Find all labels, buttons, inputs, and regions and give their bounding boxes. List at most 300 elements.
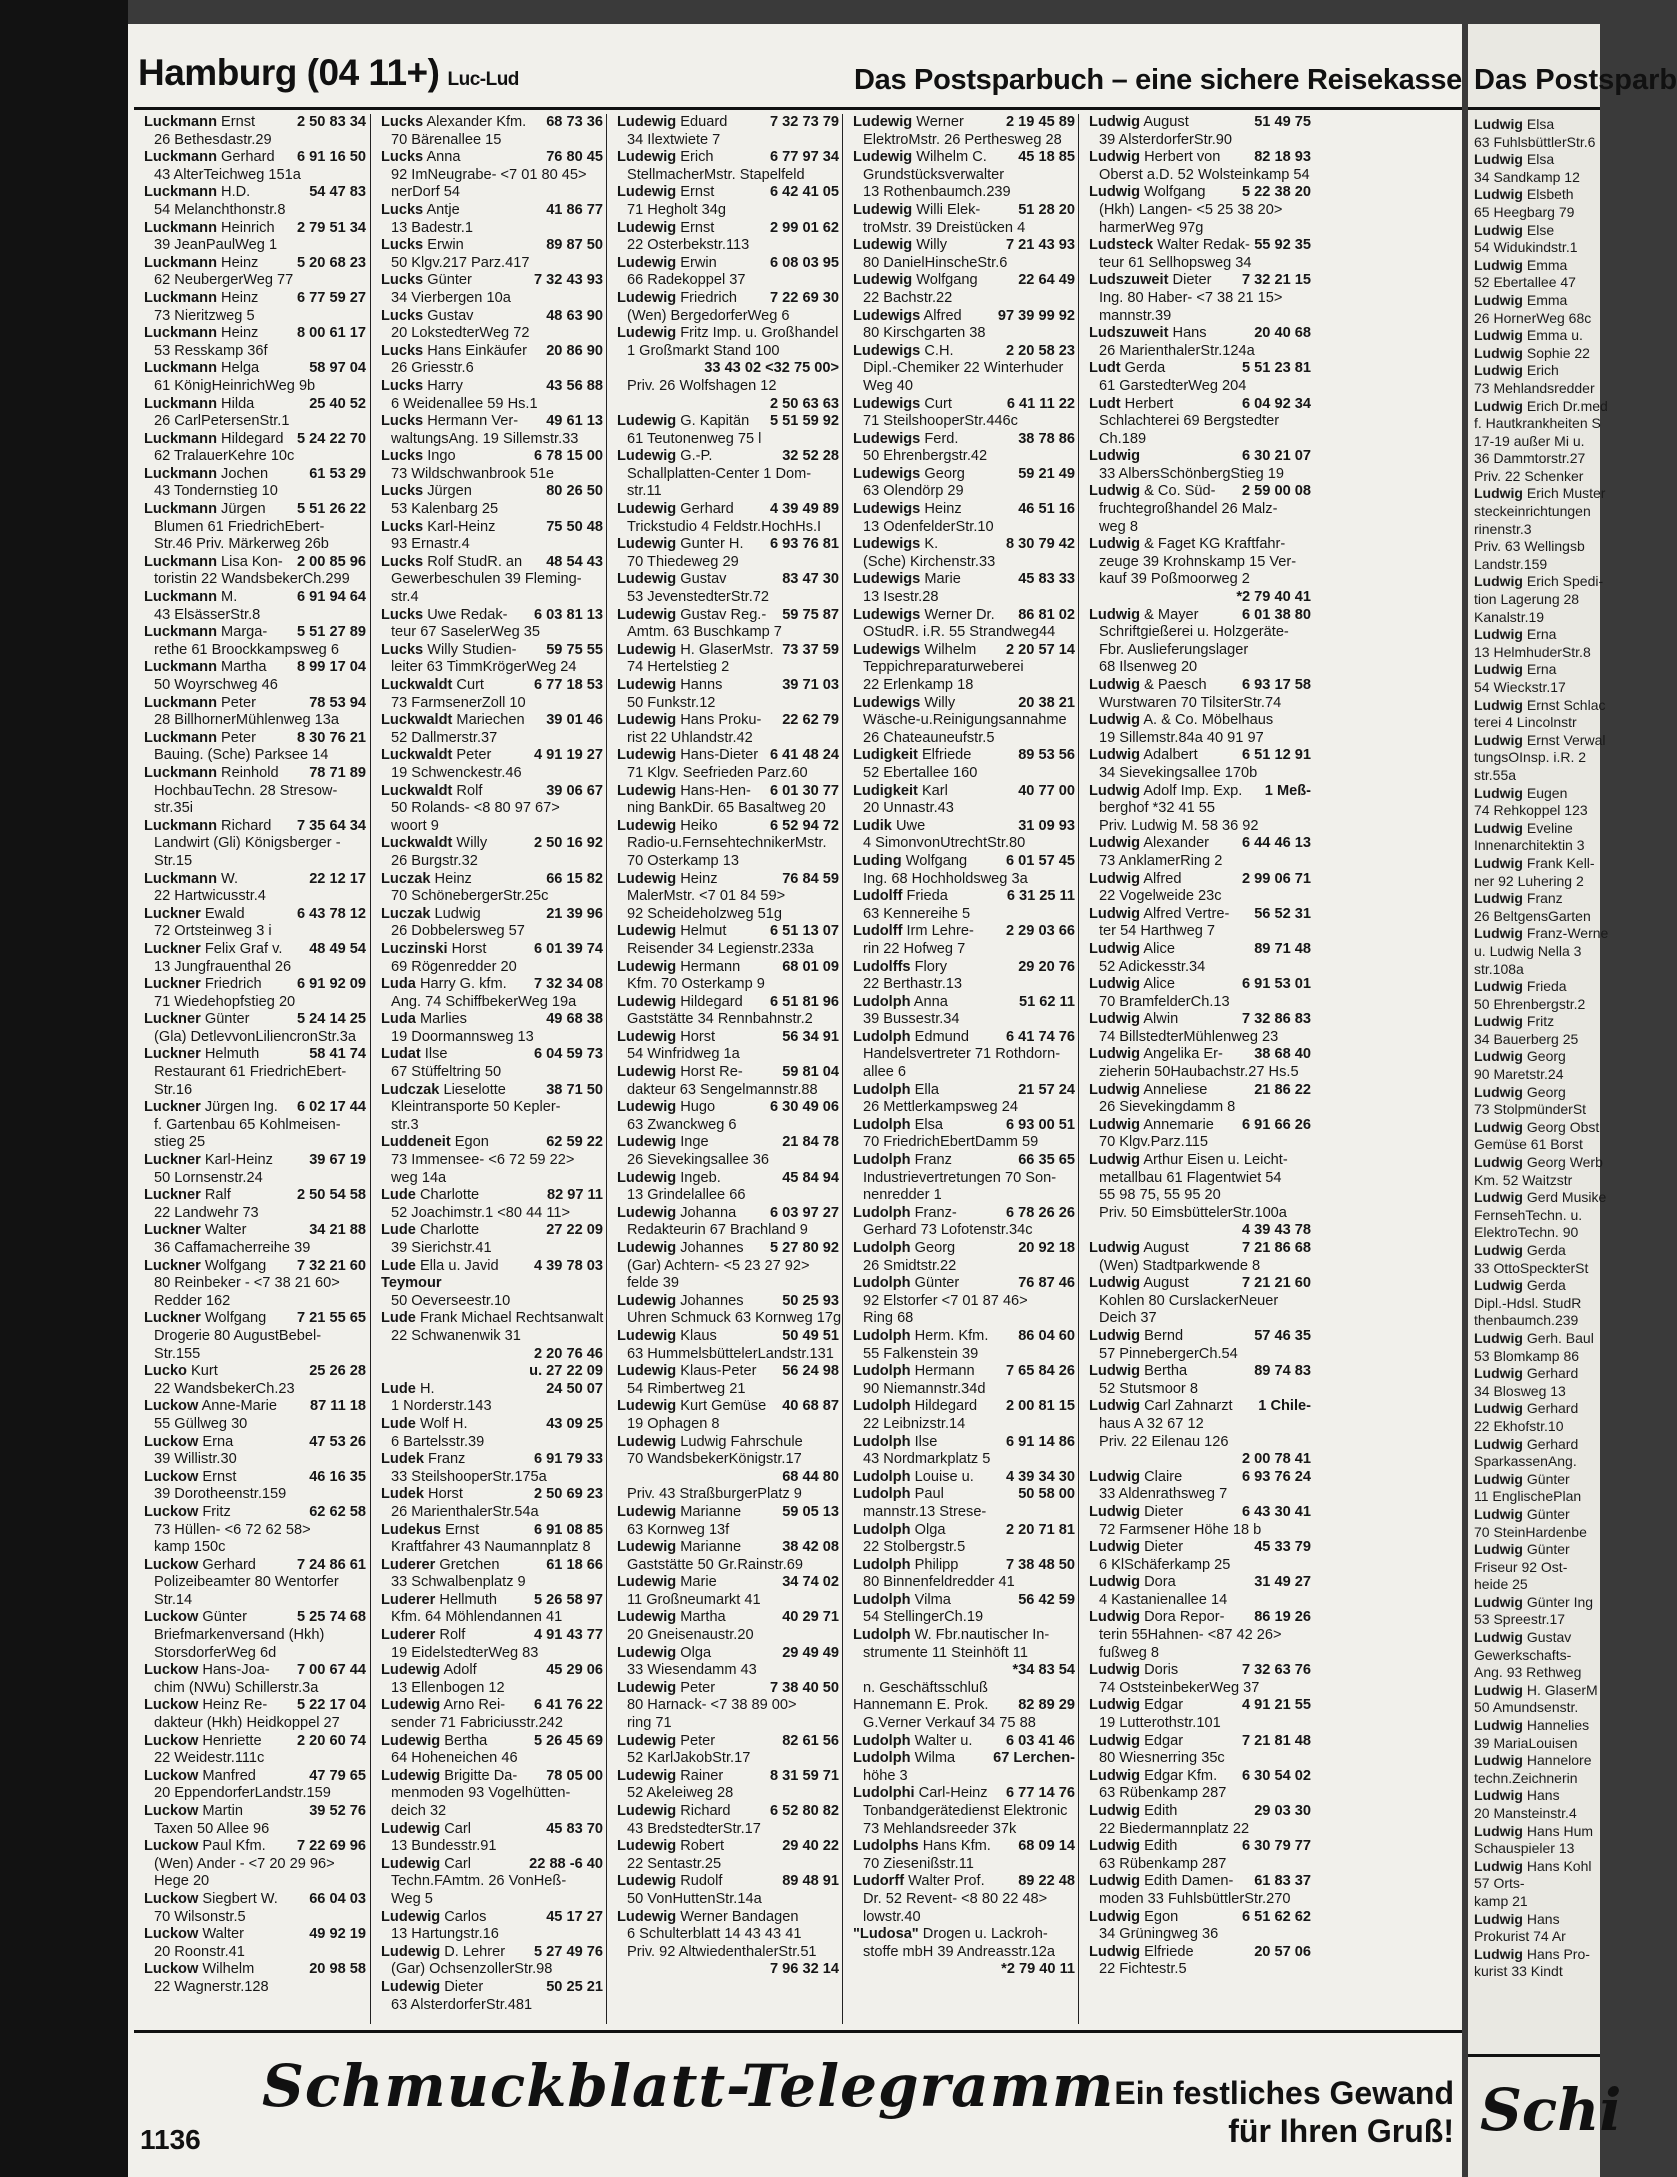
entry-address-line: 52 Joachimstr.1 <80 44 11> xyxy=(391,1204,571,1221)
entry-given-name: Hans Proku- xyxy=(680,712,762,729)
entry-surname: Ludwig xyxy=(1089,536,1141,553)
entry-phone: 27 22 09 xyxy=(543,1222,603,1240)
name-range: Luc-Lud xyxy=(447,69,519,90)
listing-entry xyxy=(607,1293,841,1328)
entry-address-line: Reisender 34 Legienstr.233a xyxy=(627,940,814,957)
entry-given-name: Hilda xyxy=(221,395,255,412)
entry-given-name: Anneliese xyxy=(1143,1081,1208,1098)
entry-address-line: Ch.189 xyxy=(1099,430,1147,447)
entry-phone: 2 50 16 92 xyxy=(531,835,603,853)
listing-entry xyxy=(134,396,368,431)
entry-address-line: Weg 40 xyxy=(863,377,914,394)
entry-address-line: 13 Rothenbaumch.239 xyxy=(863,184,1011,201)
listing-entry xyxy=(1079,871,1313,906)
listing-entry xyxy=(607,396,841,414)
listing-entry xyxy=(1079,149,1313,184)
adjacent-listing-line: heide 25 xyxy=(1474,1576,1528,1593)
adjacent-surname: Ludwig xyxy=(1474,890,1523,907)
entry-address-line: Deich 37 xyxy=(1099,1310,1157,1327)
entry-surname: Ludolph xyxy=(853,1028,911,1045)
entry-surname: Ludwig xyxy=(1089,1697,1141,1714)
listing-entry xyxy=(371,1346,605,1364)
entry-given-name: Heinz xyxy=(221,289,259,306)
entry-phone: 6 77 18 53 xyxy=(531,677,603,695)
entry-phone: 86 81 02 xyxy=(1015,607,1075,625)
listing-entry xyxy=(371,1134,605,1187)
listing-entry xyxy=(134,149,368,184)
entry-given-name: Ernst xyxy=(445,1521,480,1538)
adjacent-listing-line: Ludwig Emma u. xyxy=(1474,327,1583,344)
entry-phone: 45 84 94 xyxy=(779,1170,839,1188)
entry-surname: Ludwig xyxy=(1089,1767,1141,1784)
adjacent-surname: Ludwig xyxy=(1474,1629,1523,1646)
entry-address-line: Drogerie 80 AugustBebel- xyxy=(154,1327,322,1344)
adjacent-listing-line: Ludwig Erich Spedi- xyxy=(1474,573,1604,590)
listing-entry xyxy=(843,202,1077,237)
entry-phone: 2 99 06 71 xyxy=(1239,871,1311,889)
adjacent-surname: Ludwig xyxy=(1474,1681,1523,1698)
entry-surname: Ludek xyxy=(381,1451,424,1468)
entry-surname: Luckner xyxy=(144,1257,201,1274)
entry-address-line: 93 Ernastr.4 xyxy=(391,536,470,553)
entry-given-name: Robert xyxy=(680,1838,725,1855)
entry-address-line: 55 Falkenstein 39 xyxy=(863,1345,979,1362)
entry-given-name: Erich xyxy=(680,149,714,166)
entry-given-name: Antje xyxy=(426,201,460,218)
entry-given-name: Rainer xyxy=(680,1767,724,1784)
entry-phone: 31 49 27 xyxy=(1251,1574,1311,1592)
entry-surname: Ludwig xyxy=(1089,1011,1141,1028)
entry-given-name: W. Fbr.nautischer In- xyxy=(914,1627,1050,1644)
adjacent-listing-line: Ludwig Gerh. Baul xyxy=(1474,1329,1594,1346)
entry-surname: Luckner xyxy=(144,1152,201,1169)
listing-entry xyxy=(371,1363,605,1381)
entry-given-name: Edith xyxy=(1144,1803,1178,1819)
entry-address-line: 26 CarlPetersenStr.1 xyxy=(154,413,290,430)
adjacent-listing-line: 22 Ekhofstr.10 xyxy=(1474,1417,1564,1434)
entry-phone: 20 98 58 xyxy=(306,1961,366,1979)
entry-phone: 68 09 14 xyxy=(1015,1838,1075,1856)
entry-surname: Luckner xyxy=(144,1011,201,1028)
entry-surname: Luckmann xyxy=(144,817,217,834)
entry-surname: Luderer xyxy=(381,1627,436,1644)
entry-surname: Luckow xyxy=(144,1961,199,1978)
entry-given-name: Hellmuth xyxy=(439,1591,497,1608)
adjacent-listing-line: 54 Widukindstr.1 xyxy=(1474,239,1578,256)
entry-given-name: Ingeb. xyxy=(680,1169,721,1186)
entry-phone: 50 25 93 xyxy=(779,1293,839,1311)
entry-phone: 5 25 74 68 xyxy=(294,1609,366,1627)
entry-surname: Ludewigs xyxy=(853,501,921,518)
entry-given-name: Günter xyxy=(202,1609,248,1626)
entry-address-line: lowstr.40 xyxy=(863,1908,921,1925)
entry-phone: 34 21 88 xyxy=(306,1222,366,1240)
entry-surname: Lude xyxy=(381,1415,416,1432)
listing-entry xyxy=(1079,360,1313,395)
entry-address-line: 13 Badestr.1 xyxy=(391,219,473,236)
entry-given-name: & Co. Süd- xyxy=(1144,483,1216,500)
entry-address-line: dakteur 63 Sengelmannstr.88 xyxy=(627,1081,818,1098)
entry-surname: Luckmann xyxy=(144,465,217,482)
listing-entry xyxy=(134,501,368,554)
entry-address-line: 80 Reinbeker - <7 38 21 60> xyxy=(154,1275,340,1292)
entry-phone: 7 21 21 60 xyxy=(1239,1275,1311,1293)
listing-column-5 xyxy=(1078,114,1313,2024)
listing-entry xyxy=(134,976,368,1011)
entry-address-line: troMstr. 39 Dreistücken 4 xyxy=(863,219,1026,236)
adjacent-listing-line: tungsOInsp. i.R. 2 xyxy=(1474,749,1587,766)
entry-given-name: & Mayer xyxy=(1144,606,1199,623)
entry-address-line: 63 Kennereihe 5 xyxy=(863,905,971,922)
adjacent-listing-line: Ludwig Georg xyxy=(1474,1048,1566,1065)
entry-address-line: Priv. 92 AltwiedenthalerStr.51 xyxy=(627,1943,817,1960)
adjacent-listing-line: Ludwig Günter xyxy=(1474,1505,1570,1522)
entry-phone: 78 05 00 xyxy=(543,1768,603,1786)
listing-entry xyxy=(371,747,605,782)
entry-given-name: Karl-Heinz xyxy=(204,1152,273,1169)
entry-address-line: Taxen 50 Allee 96 xyxy=(154,1820,270,1837)
entry-address-line: Str.15 xyxy=(154,852,193,869)
entry-given-name: Egon xyxy=(454,1134,489,1151)
entry-address-line: Redakteurin 67 Brachland 9 xyxy=(627,1222,808,1239)
listing-entry xyxy=(843,536,1077,571)
entry-given-name: Rudolf xyxy=(680,1873,723,1890)
entry-address-line: HochbauTechn. 28 Stresow- xyxy=(154,782,338,799)
listing-entry xyxy=(134,554,368,589)
entry-phone: 7 32 73 79 xyxy=(767,114,839,132)
entry-surname: Ludewig xyxy=(853,237,913,254)
entry-surname: Luckmann xyxy=(144,395,217,412)
entry-surname: Ludewig xyxy=(853,272,913,289)
entry-phone: 82 18 93 xyxy=(1251,149,1311,167)
entry-phone: 73 37 59 xyxy=(779,642,839,660)
entry-surname: Luckwaldt xyxy=(381,782,453,799)
listing-entry xyxy=(607,1363,841,1398)
entry-phone: 4 39 34 30 xyxy=(1003,1469,1075,1487)
ad-tagline-line-2: für Ihren Gruß! xyxy=(1228,2113,1454,2149)
entry-given-name: D. Lehrer xyxy=(444,1943,506,1960)
listing-entry xyxy=(134,1926,368,1961)
adjacent-listing-line: Prokurist 74 Ar xyxy=(1474,1928,1566,1945)
entry-address-line: 26 Mettlerkampsweg 24 xyxy=(863,1099,1018,1116)
entry-given-name: Philipp xyxy=(914,1556,959,1573)
listing-entry xyxy=(371,607,605,642)
entry-address-line: 55 98 75, 55 95 20 xyxy=(1099,1187,1221,1204)
entry-phone: 56 42 59 xyxy=(1015,1592,1075,1610)
entry-surname: Ludewig xyxy=(617,817,677,834)
entry-surname: Luckmann xyxy=(144,184,217,201)
entry-given-name: Paul Kfm. xyxy=(202,1838,266,1855)
entry-surname: Ludwig xyxy=(1089,1732,1141,1749)
listing-entry xyxy=(134,255,368,290)
adjacent-listing-line: Ludwig Georg Werb xyxy=(1474,1154,1603,1171)
entry-address-line: 26 Bethesdastr.29 xyxy=(154,131,272,148)
entry-given-name: Marianne xyxy=(680,1539,742,1556)
entry-surname: Ludorff xyxy=(853,1873,905,1890)
adjacent-listing-line: Ludwig Erich Muster xyxy=(1474,485,1606,502)
entry-address-line: 57 PinnebergerCh.54 xyxy=(1099,1345,1238,1362)
entry-given-name: Wilma xyxy=(914,1750,956,1767)
adjacent-listing-line: Ludwig Hans xyxy=(1474,1910,1560,1927)
adjacent-listing-line: Ludwig Günter xyxy=(1474,1470,1570,1487)
entry-surname: Ludwig xyxy=(1089,1908,1141,1925)
listing-entry xyxy=(134,871,368,906)
adjacent-listing-line: Ludwig Gerd Musike xyxy=(1474,1189,1607,1206)
adjacent-surname: Ludwig xyxy=(1474,1505,1523,1522)
entry-given-name: Friedrich xyxy=(680,289,738,306)
entry-given-name: Klaus-Peter xyxy=(680,1363,757,1380)
entry-given-name: Wolfgang xyxy=(905,852,968,869)
listing-entry xyxy=(1079,1046,1313,1081)
entry-surname: Luckmann xyxy=(144,219,217,236)
listing-entry xyxy=(371,1258,605,1276)
listing-entry xyxy=(607,149,841,184)
entry-phone: 66 04 03 xyxy=(306,1891,366,1909)
entry-surname: Lucks xyxy=(381,149,424,166)
entry-phone: 6 02 17 44 xyxy=(294,1099,366,1117)
listing-entry xyxy=(134,360,368,395)
adjacent-listing-line: tion Lagerung 28 xyxy=(1474,591,1580,608)
entry-address-line: 22 Berthastr.13 xyxy=(863,976,962,993)
entry-address-line: 39 Willistr.30 xyxy=(154,1451,237,1468)
entry-address-line: zeuge 39 Krohnskamp 15 Ver- xyxy=(1099,553,1297,570)
entry-address-line: 50 Klgv.217 Parz.417 xyxy=(391,254,530,271)
adjacent-listing-line: Ludwig Georg Obst xyxy=(1474,1118,1600,1135)
listing-entry xyxy=(843,1961,1077,1979)
listing-entry xyxy=(1079,1117,1313,1152)
entry-surname: Ludwig xyxy=(1089,1943,1141,1960)
listing-entry xyxy=(843,1486,1077,1521)
entry-given-name: Hanns xyxy=(680,677,723,693)
listing-entry xyxy=(1079,1222,1313,1240)
entry-given-name: Hannemann E. Prok. xyxy=(853,1697,989,1714)
listing-entry xyxy=(607,220,841,255)
entry-surname: Lude xyxy=(381,1310,416,1327)
adjacent-listing-line: Ludwig Eveline xyxy=(1474,819,1573,836)
entry-surname: Luckmann xyxy=(144,553,217,570)
entry-address-line: 26 Dobbelersweg 57 xyxy=(391,923,525,940)
listing-entry xyxy=(371,1011,605,1046)
entry-given-name: Peter xyxy=(680,1679,716,1696)
listing-entry xyxy=(371,554,605,607)
entry-surname: Luckwaldt xyxy=(381,835,453,852)
entry-surname: Luderer xyxy=(381,1591,436,1608)
adjacent-surname: Ludwig xyxy=(1474,1277,1523,1294)
listing-entry xyxy=(1079,1363,1313,1398)
listing-entry xyxy=(607,1064,841,1099)
listing-entry xyxy=(371,941,605,976)
listing-entry xyxy=(371,1310,605,1345)
listing-entry xyxy=(843,818,1077,853)
entry-phone: 7 35 64 34 xyxy=(294,818,366,836)
entry-address-line: Polizeibeamter 80 Wentorfer xyxy=(154,1574,339,1591)
listing-entry xyxy=(1079,1539,1313,1574)
entry-address-line: 52 Dallmerstr.37 xyxy=(391,729,498,746)
entry-surname: Ludewigs xyxy=(853,430,921,447)
adjacent-listing-line: 74 Rehkoppel 123 xyxy=(1474,802,1588,819)
entry-given-name: Heiko xyxy=(680,817,718,834)
entry-surname: Luczak xyxy=(381,870,431,887)
listing-entry xyxy=(843,1750,1077,1785)
entry-address-line: 50 Rolands- <8 80 97 67> xyxy=(391,800,560,817)
entry-surname: Luckner xyxy=(144,1187,201,1204)
entry-surname: Luckmann xyxy=(144,149,217,166)
entry-phone: 6 44 46 13 xyxy=(1239,835,1311,853)
entry-phone: 97 39 99 92 xyxy=(995,308,1075,326)
adjacent-listing-line: 57 Orts- xyxy=(1474,1875,1525,1892)
entry-address-line: 53 JevenstedterStr.72 xyxy=(627,589,769,606)
entry-phone: 21 39 96 xyxy=(543,906,603,924)
entry-phone: 21 57 24 xyxy=(1015,1082,1075,1100)
entry-phone: 1 Chile- xyxy=(1255,1398,1311,1416)
entry-surname: Ludewig xyxy=(381,1855,441,1872)
listing-entry xyxy=(1079,1469,1313,1504)
entry-phone: 82 89 29 xyxy=(1015,1697,1075,1715)
entry-surname: Ludewig xyxy=(617,1539,677,1556)
entry-given-name: Rolf xyxy=(456,782,483,799)
entry-address-line: 70 Thiedeweg 29 xyxy=(627,553,739,570)
entry-given-name: Martha xyxy=(680,1609,726,1626)
entry-address-line: 70 SchönebergerStr.25c xyxy=(391,888,549,905)
listing-entry xyxy=(607,747,841,782)
entry-address-line: 4 Kastanienallee 14 xyxy=(1099,1591,1228,1608)
entry-phone: 6 93 76 81 xyxy=(767,536,839,554)
entry-address-line: 20 LokstedterWeg 72 xyxy=(391,325,530,342)
listing-entry xyxy=(371,1592,605,1627)
entry-phone: 89 74 83 xyxy=(1251,1363,1311,1381)
entry-phone: 22 64 49 xyxy=(1015,272,1075,290)
adjacent-surname: Ludwig xyxy=(1474,221,1523,238)
entry-address-line: 22 Leibnizstr.14 xyxy=(863,1415,966,1432)
entry-phone: 2 50 83 34 xyxy=(294,114,366,132)
entry-phone: 59 05 13 xyxy=(779,1504,839,1522)
adjacent-surname: Ludwig xyxy=(1474,1717,1523,1734)
entry-given-name: Werner Dr. xyxy=(924,606,995,623)
entry-address-line: 70 Klgv.Parz.115 xyxy=(1099,1134,1208,1151)
adjacent-listing-line: techn.Zeichnerin xyxy=(1474,1769,1578,1786)
entry-phone: 59 21 49 xyxy=(1015,466,1075,484)
listing-entry xyxy=(371,1557,605,1592)
entry-address-line: 63 Rübenkamp 287 xyxy=(1099,1785,1227,1802)
entry-given-name: Carlos xyxy=(444,1908,487,1925)
entry-given-name: Peter xyxy=(680,1732,716,1749)
entry-surname: Ludewig xyxy=(617,782,677,799)
entry-address-line: 90 Niemannstr.34d xyxy=(863,1380,986,1397)
entry-phone: 6 41 48 24 xyxy=(767,747,839,765)
adjacent-surname: Ludwig xyxy=(1474,573,1523,590)
entry-given-name: Hermann xyxy=(914,1363,975,1380)
scan-left-edge xyxy=(0,0,128,2177)
listing-entry xyxy=(607,114,841,149)
entry-phone: 5 51 27 89 xyxy=(294,624,366,642)
listing-entry xyxy=(371,976,605,1011)
listing-entry xyxy=(607,1398,841,1433)
entry-surname: Ludewig xyxy=(617,1767,677,1784)
entry-surname: Ludewig xyxy=(617,1134,677,1151)
entry-surname: Luckwaldt xyxy=(381,677,453,693)
entry-phone: 7 21 43 93 xyxy=(1003,237,1075,255)
entry-address-line: 92 Scheideholzweg 51g xyxy=(627,905,782,922)
footer-rule xyxy=(134,2030,1462,2033)
entry-address-line: 52 Ebertallee 160 xyxy=(863,764,978,781)
entry-given-name: Marga- xyxy=(221,624,268,641)
entry-phone: 47 79 65 xyxy=(306,1768,366,1786)
listing-entry xyxy=(134,1891,368,1926)
adjacent-listing-line: Ludwig Frieda xyxy=(1474,978,1567,995)
adjacent-surname: Ludwig xyxy=(1474,1242,1523,1258)
entry-given-name: Wilhelm C. xyxy=(916,149,987,166)
entry-surname: Luckwaldt xyxy=(381,747,453,764)
entry-address-line: 26 MarienthalerStr.124a xyxy=(1099,342,1255,359)
adjacent-surname: Ludwig xyxy=(1474,116,1523,132)
listing-entry xyxy=(843,237,1077,272)
adjacent-surname: Ludwig xyxy=(1474,397,1523,414)
adjacent-listing-line: rinenstr.3 xyxy=(1474,520,1532,537)
entry-surname: Ludewig xyxy=(617,1908,677,1925)
entry-phone: 39 67 19 xyxy=(306,1152,366,1170)
entry-surname: Lucks xyxy=(381,114,424,130)
entry-phone: 6 01 39 74 xyxy=(531,941,603,959)
entry-address-line: 70 Osterkamp 13 xyxy=(627,852,739,869)
entry-given-name: Vilma xyxy=(914,1591,951,1608)
entry-surname: Ludwig xyxy=(1089,1240,1141,1256)
entry-address-line: 63 HummelsbüttelerLandstr.131 xyxy=(627,1345,834,1362)
entry-address-line: kauf 39 Poßmoorweg 2 xyxy=(1099,571,1250,588)
entry-phone: 7 22 69 96 xyxy=(294,1838,366,1856)
adjacent-listing-line: SparkassenAng. xyxy=(1474,1453,1577,1470)
listing-entry xyxy=(843,114,1077,149)
entry-address-line: Tonbandgerätedienst Elektronic xyxy=(863,1803,1068,1819)
listing-entry xyxy=(607,255,841,290)
listing-entry xyxy=(1079,1275,1313,1328)
adjacent-listing-line: Ludwig Hannelies xyxy=(1474,1717,1590,1734)
listing-entry xyxy=(134,1961,368,1996)
entry-given-name: Walter u. xyxy=(914,1732,973,1749)
listing-entry xyxy=(134,818,368,871)
adjacent-surname: Ludwig xyxy=(1474,854,1523,871)
entry-phone: 5 22 17 04 xyxy=(294,1697,366,1715)
entry-phone: 59 75 55 xyxy=(543,642,603,660)
entry-phone: 2 50 54 58 xyxy=(294,1187,366,1205)
entry-surname: Ludewig xyxy=(617,1292,677,1309)
entry-phone: 7 32 21 60 xyxy=(294,1258,366,1276)
entry-given-name: Arno Rei- xyxy=(443,1697,506,1714)
entry-address-line: Radio-u.FernsehtechnikerMstr. xyxy=(627,835,827,852)
entry-surname: Luda xyxy=(381,1011,416,1028)
entry-phone: 20 86 90 xyxy=(543,343,603,361)
entry-given-name: Henriette xyxy=(202,1732,262,1749)
entry-phone: 6 91 92 09 xyxy=(294,976,366,994)
entry-given-name: Alice xyxy=(1143,940,1175,957)
entry-phone: 6 03 97 27 xyxy=(767,1205,839,1223)
listing-entry xyxy=(371,448,605,483)
entry-given-name: Marie xyxy=(924,571,961,588)
entry-address-line: felde 39 xyxy=(627,1275,679,1292)
adjacent-surname: Ludwig xyxy=(1474,344,1523,361)
adjacent-surname: Ludwig xyxy=(1474,327,1523,344)
adjacent-listing-line: Ludwig Hans xyxy=(1474,1787,1560,1804)
entry-phone: 38 68 40 xyxy=(1251,1046,1311,1064)
entry-surname: Luckmann xyxy=(144,659,217,676)
entry-given-name: Bernd xyxy=(1144,1327,1184,1344)
entry-address-line: 43 ElsässerStr.8 xyxy=(154,606,261,623)
entry-given-name: Hermann Ver- xyxy=(427,413,519,430)
entry-address-line: 39 AlsterdorferStr.90 xyxy=(1099,131,1233,148)
entry-given-name: Gerhard xyxy=(680,501,734,518)
entry-surname: Ludewigs xyxy=(853,395,921,412)
entry-surname: Ludolph xyxy=(853,993,911,1010)
adjacent-listing-line: Ludwig Hannelore xyxy=(1474,1752,1592,1769)
